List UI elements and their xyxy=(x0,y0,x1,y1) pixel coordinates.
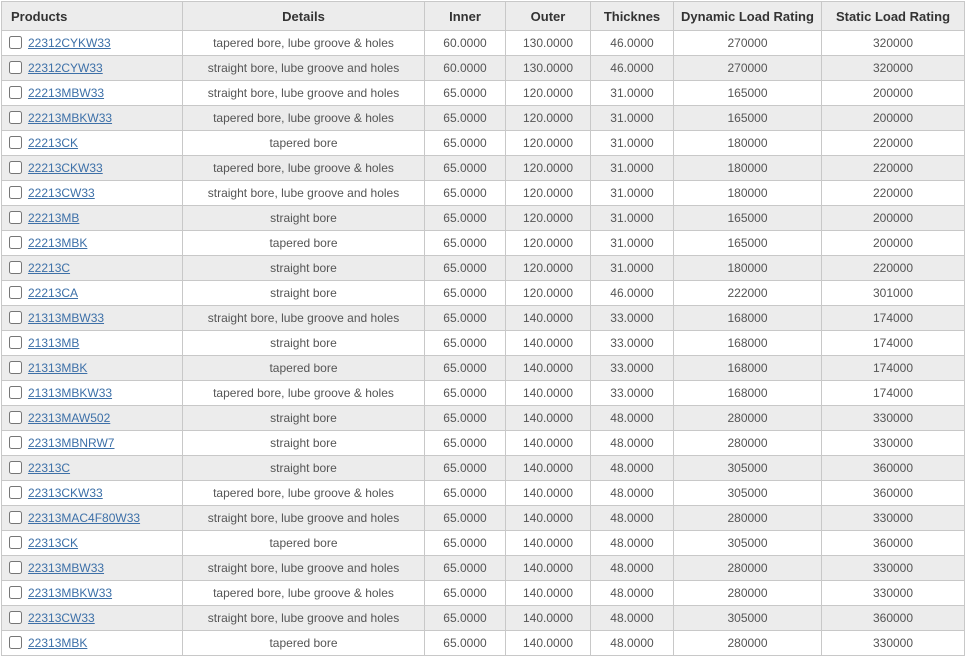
product-link[interactable]: 22213CKW33 xyxy=(28,161,103,175)
dynamic-load-cell: 168000 xyxy=(674,381,822,406)
static-load-cell: 200000 xyxy=(822,106,965,131)
row-checkbox[interactable] xyxy=(9,261,22,274)
product-link[interactable]: 22313MBKW33 xyxy=(28,586,113,600)
row-checkbox[interactable] xyxy=(9,311,22,324)
product-cell xyxy=(2,31,183,56)
row-checkbox[interactable] xyxy=(9,511,22,524)
static-load-cell: 360000 xyxy=(822,531,965,556)
product-cell xyxy=(2,81,183,106)
table-row xyxy=(2,106,965,131)
table-row xyxy=(2,581,965,606)
static-load-cell: 360000 xyxy=(822,606,965,631)
static-load-cell: 220000 xyxy=(822,256,965,281)
outer-cell: 140.0000 xyxy=(506,606,591,631)
inner-cell: 65.0000 xyxy=(425,356,506,381)
static-load-cell: 330000 xyxy=(822,406,965,431)
inner-cell: 65.0000 xyxy=(425,256,506,281)
inner-cell: 65.0000 xyxy=(425,206,506,231)
table-row xyxy=(2,231,965,256)
dynamic-load-cell: 270000 xyxy=(674,56,822,81)
details-cell: straight bore xyxy=(183,331,425,356)
static-load-cell: 174000 xyxy=(822,356,965,381)
static-load-cell: 220000 xyxy=(822,156,965,181)
product-cell xyxy=(2,256,183,281)
product-link[interactable]: 22313MBNRW7 xyxy=(28,436,115,450)
product-cell xyxy=(2,406,183,431)
outer-cell: 140.0000 xyxy=(506,506,591,531)
outer-cell: 140.0000 xyxy=(506,306,591,331)
static-load-cell: 330000 xyxy=(822,581,965,606)
row-checkbox[interactable] xyxy=(9,286,22,299)
table-row xyxy=(2,456,965,481)
header-row xyxy=(2,2,965,31)
dynamic-load-cell: 168000 xyxy=(674,306,822,331)
static-load-cell: 330000 xyxy=(822,506,965,531)
dynamic-load-cell: 222000 xyxy=(674,281,822,306)
thicknes-cell: 48.0000 xyxy=(591,531,674,556)
row-checkbox[interactable] xyxy=(9,536,22,549)
details-cell: tapered bore xyxy=(183,231,425,256)
products-table xyxy=(1,1,965,656)
dynamic-load-cell: 165000 xyxy=(674,81,822,106)
outer-cell: 140.0000 xyxy=(506,556,591,581)
row-checkbox[interactable] xyxy=(9,136,22,149)
row-checkbox[interactable] xyxy=(9,186,22,199)
inner-cell: 65.0000 xyxy=(425,431,506,456)
col-header-thicknes: Thicknes xyxy=(591,2,674,31)
product-cell xyxy=(2,631,183,656)
product-link[interactable]: 22213CW33 xyxy=(28,186,95,200)
product-link[interactable]: 22313CW33 xyxy=(28,611,95,625)
outer-cell: 120.0000 xyxy=(506,156,591,181)
dynamic-load-cell: 280000 xyxy=(674,556,822,581)
table-row xyxy=(2,481,965,506)
dynamic-load-cell: 168000 xyxy=(674,356,822,381)
outer-cell: 140.0000 xyxy=(506,331,591,356)
thicknes-cell: 48.0000 xyxy=(591,606,674,631)
details-cell: tapered bore, lube groove & holes xyxy=(183,156,425,181)
product-link[interactable]: 22213CA xyxy=(28,286,79,300)
col-header-products: Products xyxy=(2,2,183,31)
static-load-cell: 301000 xyxy=(822,281,965,306)
thicknes-cell: 46.0000 xyxy=(591,281,674,306)
dynamic-load-cell: 180000 xyxy=(674,156,822,181)
product-cell xyxy=(2,56,183,81)
product-link[interactable]: 22312CYKW33 xyxy=(28,36,111,50)
outer-cell: 140.0000 xyxy=(506,631,591,656)
product-link[interactable]: 21313MBK xyxy=(28,361,88,375)
outer-cell: 140.0000 xyxy=(506,456,591,481)
outer-cell: 130.0000 xyxy=(506,56,591,81)
static-load-cell: 174000 xyxy=(822,331,965,356)
details-cell: straight bore xyxy=(183,206,425,231)
thicknes-cell: 48.0000 xyxy=(591,431,674,456)
product-link[interactable]: 22213MBK xyxy=(28,236,88,250)
product-link[interactable]: 22313MAW502 xyxy=(28,411,111,425)
details-cell: tapered bore, lube groove & holes xyxy=(183,481,425,506)
thicknes-cell: 31.0000 xyxy=(591,156,674,181)
details-cell: tapered bore, lube groove & holes xyxy=(183,106,425,131)
dynamic-load-cell: 165000 xyxy=(674,231,822,256)
dynamic-load-cell: 280000 xyxy=(674,406,822,431)
table-row xyxy=(2,506,965,531)
product-cell xyxy=(2,556,183,581)
product-cell xyxy=(2,106,183,131)
inner-cell: 65.0000 xyxy=(425,181,506,206)
col-header-outer: Outer xyxy=(506,2,591,31)
table-body xyxy=(2,31,965,656)
static-load-cell: 320000 xyxy=(822,31,965,56)
dynamic-load-cell: 180000 xyxy=(674,181,822,206)
thicknes-cell: 46.0000 xyxy=(591,56,674,81)
details-cell: straight bore xyxy=(183,406,425,431)
static-load-cell: 320000 xyxy=(822,56,965,81)
static-load-cell: 360000 xyxy=(822,456,965,481)
thicknes-cell: 33.0000 xyxy=(591,356,674,381)
static-load-cell: 200000 xyxy=(822,231,965,256)
row-checkbox[interactable] xyxy=(9,561,22,574)
row-checkbox[interactable] xyxy=(9,636,22,649)
outer-cell: 120.0000 xyxy=(506,281,591,306)
product-cell xyxy=(2,156,183,181)
outer-cell: 140.0000 xyxy=(506,356,591,381)
thicknes-cell: 31.0000 xyxy=(591,131,674,156)
table-row xyxy=(2,356,965,381)
inner-cell: 60.0000 xyxy=(425,56,506,81)
details-cell: straight bore, lube groove and holes xyxy=(183,306,425,331)
product-cell xyxy=(2,181,183,206)
thicknes-cell: 33.0000 xyxy=(591,331,674,356)
product-cell xyxy=(2,481,183,506)
outer-cell: 120.0000 xyxy=(506,256,591,281)
static-load-cell: 174000 xyxy=(822,306,965,331)
product-cell xyxy=(2,206,183,231)
row-checkbox[interactable] xyxy=(9,436,22,449)
table-row xyxy=(2,531,965,556)
row-checkbox[interactable] xyxy=(9,411,22,424)
inner-cell: 65.0000 xyxy=(425,306,506,331)
row-checkbox[interactable] xyxy=(9,236,22,249)
inner-cell: 65.0000 xyxy=(425,456,506,481)
product-link[interactable]: 22313C xyxy=(28,461,71,475)
inner-cell: 65.0000 xyxy=(425,506,506,531)
outer-cell: 120.0000 xyxy=(506,181,591,206)
inner-cell: 65.0000 xyxy=(425,156,506,181)
product-cell xyxy=(2,431,183,456)
dynamic-load-cell: 165000 xyxy=(674,106,822,131)
product-cell xyxy=(2,581,183,606)
row-checkbox[interactable] xyxy=(9,86,22,99)
details-cell: tapered bore xyxy=(183,131,425,156)
outer-cell: 140.0000 xyxy=(506,581,591,606)
thicknes-cell: 33.0000 xyxy=(591,381,674,406)
table-row xyxy=(2,256,965,281)
dynamic-load-cell: 280000 xyxy=(674,506,822,531)
details-cell: straight bore, lube groove and holes xyxy=(183,506,425,531)
inner-cell: 65.0000 xyxy=(425,581,506,606)
product-cell xyxy=(2,281,183,306)
inner-cell: 65.0000 xyxy=(425,231,506,256)
static-load-cell: 330000 xyxy=(822,631,965,656)
inner-cell: 65.0000 xyxy=(425,331,506,356)
details-cell: straight bore, lube groove and holes xyxy=(183,556,425,581)
static-load-cell: 200000 xyxy=(822,81,965,106)
product-link[interactable]: 22313MAC4F80W33 xyxy=(28,511,141,525)
inner-cell: 65.0000 xyxy=(425,131,506,156)
thicknes-cell: 31.0000 xyxy=(591,206,674,231)
product-cell xyxy=(2,356,183,381)
table-row xyxy=(2,56,965,81)
row-checkbox[interactable] xyxy=(9,336,22,349)
thicknes-cell: 31.0000 xyxy=(591,181,674,206)
table-row xyxy=(2,331,965,356)
product-link[interactable]: 22313CKW33 xyxy=(28,486,103,500)
table-row xyxy=(2,306,965,331)
table-row xyxy=(2,206,965,231)
inner-cell: 60.0000 xyxy=(425,31,506,56)
row-checkbox[interactable] xyxy=(9,161,22,174)
thicknes-cell: 31.0000 xyxy=(591,106,674,131)
details-cell: straight bore xyxy=(183,456,425,481)
outer-cell: 120.0000 xyxy=(506,131,591,156)
table-row xyxy=(2,556,965,581)
col-header-inner: Inner xyxy=(425,2,506,31)
details-cell: tapered bore, lube groove & holes xyxy=(183,381,425,406)
product-link[interactable]: 22213MBKW33 xyxy=(28,111,113,125)
inner-cell: 65.0000 xyxy=(425,406,506,431)
dynamic-load-cell: 280000 xyxy=(674,431,822,456)
inner-cell: 65.0000 xyxy=(425,531,506,556)
product-link[interactable]: 22213C xyxy=(28,261,71,275)
details-cell: tapered bore xyxy=(183,631,425,656)
inner-cell: 65.0000 xyxy=(425,631,506,656)
inner-cell: 65.0000 xyxy=(425,606,506,631)
static-load-cell: 200000 xyxy=(822,206,965,231)
details-cell: tapered bore, lube groove & holes xyxy=(183,31,425,56)
dynamic-load-cell: 305000 xyxy=(674,456,822,481)
table-row xyxy=(2,31,965,56)
table-row xyxy=(2,131,965,156)
product-link[interactable]: 22213CK xyxy=(28,136,79,150)
outer-cell: 140.0000 xyxy=(506,531,591,556)
dynamic-load-cell: 168000 xyxy=(674,331,822,356)
thicknes-cell: 31.0000 xyxy=(591,231,674,256)
details-cell: straight bore, lube groove and holes xyxy=(183,81,425,106)
details-cell: straight bore, lube groove and holes xyxy=(183,181,425,206)
outer-cell: 120.0000 xyxy=(506,231,591,256)
thicknes-cell: 31.0000 xyxy=(591,256,674,281)
product-cell xyxy=(2,131,183,156)
table-row xyxy=(2,631,965,656)
product-link[interactable]: 21313MBW33 xyxy=(28,311,105,325)
static-load-cell: 220000 xyxy=(822,131,965,156)
product-cell xyxy=(2,381,183,406)
inner-cell: 65.0000 xyxy=(425,281,506,306)
table-row xyxy=(2,281,965,306)
table-row xyxy=(2,156,965,181)
details-cell: tapered bore, lube groove & holes xyxy=(183,581,425,606)
outer-cell: 140.0000 xyxy=(506,481,591,506)
thicknes-cell: 48.0000 xyxy=(591,506,674,531)
row-checkbox[interactable] xyxy=(9,211,22,224)
product-link[interactable]: 22213MB xyxy=(28,211,80,225)
row-checkbox[interactable] xyxy=(9,586,22,599)
product-cell xyxy=(2,506,183,531)
product-link[interactable]: 21313MBKW33 xyxy=(28,386,113,400)
thicknes-cell: 48.0000 xyxy=(591,631,674,656)
static-load-cell: 360000 xyxy=(822,481,965,506)
row-checkbox[interactable] xyxy=(9,61,22,74)
product-link[interactable]: 22213MBW33 xyxy=(28,86,105,100)
static-load-cell: 330000 xyxy=(822,431,965,456)
static-load-cell: 330000 xyxy=(822,556,965,581)
outer-cell: 120.0000 xyxy=(506,206,591,231)
product-cell xyxy=(2,606,183,631)
outer-cell: 130.0000 xyxy=(506,31,591,56)
row-checkbox[interactable] xyxy=(9,111,22,124)
dynamic-load-cell: 305000 xyxy=(674,606,822,631)
dynamic-load-cell: 305000 xyxy=(674,481,822,506)
table-row xyxy=(2,81,965,106)
thicknes-cell: 48.0000 xyxy=(591,581,674,606)
dynamic-load-cell: 180000 xyxy=(674,131,822,156)
details-cell: straight bore, lube groove and holes xyxy=(183,606,425,631)
product-cell xyxy=(2,231,183,256)
static-load-cell: 174000 xyxy=(822,381,965,406)
row-checkbox[interactable] xyxy=(9,486,22,499)
col-header-dynamic-load-rating: Dynamic Load Rating xyxy=(674,2,822,31)
table-row xyxy=(2,381,965,406)
product-cell xyxy=(2,331,183,356)
inner-cell: 65.0000 xyxy=(425,81,506,106)
table-row xyxy=(2,431,965,456)
product-cell xyxy=(2,456,183,481)
dynamic-load-cell: 270000 xyxy=(674,31,822,56)
outer-cell: 140.0000 xyxy=(506,406,591,431)
thicknes-cell: 33.0000 xyxy=(591,306,674,331)
product-link[interactable]: 21313MB xyxy=(28,336,80,350)
table-row xyxy=(2,406,965,431)
outer-cell: 120.0000 xyxy=(506,81,591,106)
row-checkbox[interactable] xyxy=(9,386,22,399)
row-checkbox[interactable] xyxy=(9,361,22,374)
product-link[interactable]: 22313CK xyxy=(28,536,79,550)
row-checkbox[interactable] xyxy=(9,461,22,474)
outer-cell: 120.0000 xyxy=(506,106,591,131)
thicknes-cell: 46.0000 xyxy=(591,31,674,56)
col-header-static-load-rating: Static Load Rating xyxy=(822,2,965,31)
thicknes-cell: 48.0000 xyxy=(591,481,674,506)
dynamic-load-cell: 180000 xyxy=(674,256,822,281)
inner-cell: 65.0000 xyxy=(425,556,506,581)
col-header-details: Details xyxy=(183,2,425,31)
details-cell: straight bore xyxy=(183,256,425,281)
product-cell xyxy=(2,306,183,331)
outer-cell: 140.0000 xyxy=(506,381,591,406)
inner-cell: 65.0000 xyxy=(425,381,506,406)
inner-cell: 65.0000 xyxy=(425,481,506,506)
row-checkbox[interactable] xyxy=(9,611,22,624)
dynamic-load-cell: 280000 xyxy=(674,631,822,656)
static-load-cell: 220000 xyxy=(822,181,965,206)
thicknes-cell: 48.0000 xyxy=(591,406,674,431)
table-row xyxy=(2,181,965,206)
thicknes-cell: 48.0000 xyxy=(591,556,674,581)
details-cell: tapered bore xyxy=(183,531,425,556)
product-link[interactable]: 22313MBW33 xyxy=(28,561,105,575)
product-link[interactable]: 22312CYW33 xyxy=(28,61,103,75)
table-header xyxy=(2,2,965,31)
product-cell xyxy=(2,531,183,556)
outer-cell: 140.0000 xyxy=(506,431,591,456)
dynamic-load-cell: 280000 xyxy=(674,581,822,606)
dynamic-load-cell: 165000 xyxy=(674,206,822,231)
thicknes-cell: 48.0000 xyxy=(591,456,674,481)
dynamic-load-cell: 305000 xyxy=(674,531,822,556)
row-checkbox[interactable] xyxy=(9,36,22,49)
details-cell: straight bore xyxy=(183,281,425,306)
details-cell: straight bore, lube groove and holes xyxy=(183,56,425,81)
inner-cell: 65.0000 xyxy=(425,106,506,131)
thicknes-cell: 31.0000 xyxy=(591,81,674,106)
details-cell: straight bore xyxy=(183,431,425,456)
details-cell: tapered bore xyxy=(183,356,425,381)
product-link[interactable]: 22313MBK xyxy=(28,636,88,650)
table-row xyxy=(2,606,965,631)
